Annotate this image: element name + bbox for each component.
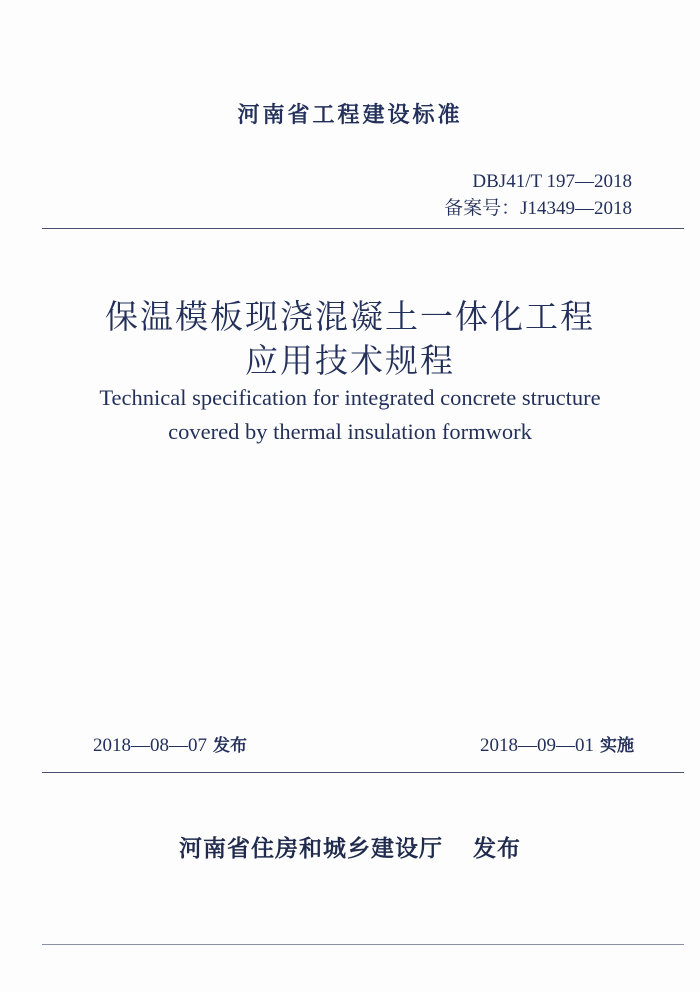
title-english-line1: Technical specification for integrated concrete structure (99, 385, 601, 410)
release-date-block (93, 731, 247, 757)
issuer-line (0, 830, 700, 863)
title-chinese-line1: 保温模板现浇混凝土一体化工程 (105, 297, 595, 336)
release-label: 发布 (213, 736, 247, 756)
effective-date: 2018—09—01 (480, 735, 594, 756)
title-chinese (0, 295, 700, 383)
code-block (444, 168, 632, 222)
top-divider (42, 228, 684, 229)
middle-divider (42, 772, 684, 773)
title-chinese-line2: 应用技术规程 (245, 341, 455, 380)
effective-date-block (480, 731, 634, 757)
title-english (0, 381, 700, 449)
record-number: 备案号：J14349—2018 (444, 198, 632, 219)
standard-code: DBJ41/T 197—2018 (472, 171, 632, 192)
title-english-line2: covered by thermal insulation formwork (168, 419, 532, 444)
issue-label: 发布 (473, 836, 521, 862)
bottom-divider (42, 944, 684, 945)
release-date: 2018—08—07 (93, 735, 207, 756)
series-title: 河南省工程建设标准 (237, 103, 463, 128)
issuer-name: 河南省住房和城乡建设厅 (179, 836, 443, 862)
effective-label: 实施 (600, 736, 634, 756)
